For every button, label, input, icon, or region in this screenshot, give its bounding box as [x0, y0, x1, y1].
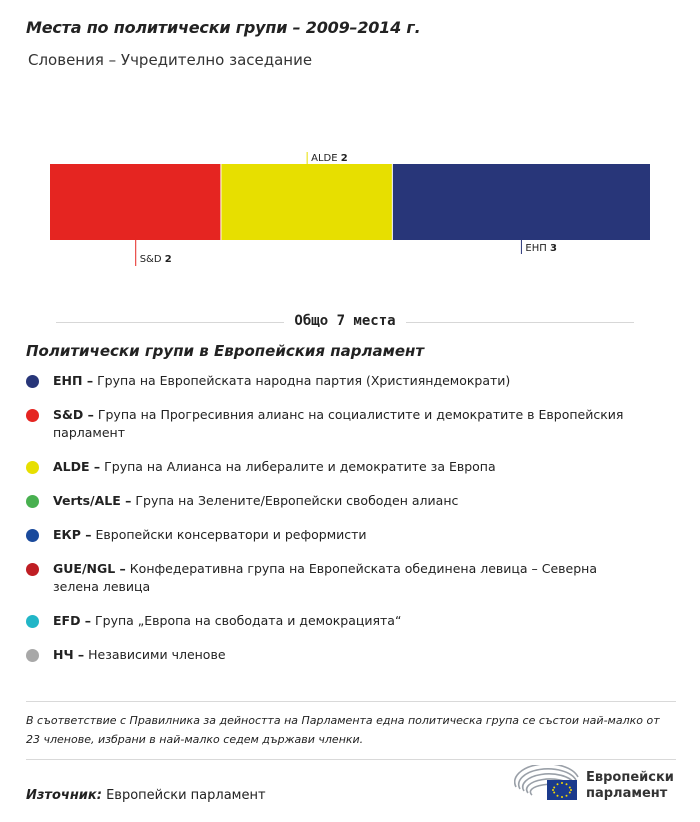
legend-item-name: Група на Алианса на либералите и демократите за Европа — [104, 459, 496, 474]
source — [26, 788, 266, 803]
rules-note: В съответствие с Правилника за дейността на Парламента една политическа група се състои най-малко от 23 членове, избрани в най-малко седем държави членки. — [26, 701, 676, 760]
bar-segment — [221, 164, 391, 240]
legend-item — [26, 458, 646, 476]
political-groups-legend — [26, 372, 646, 680]
legend-title: Политически групи в Европейския парламент — [26, 342, 425, 360]
bar-label: S&D 2 — [139, 254, 172, 265]
legend-color-dot — [26, 495, 39, 508]
legend-item-abbr: S&D – — [53, 407, 94, 422]
legend-item-abbr: НЧ – — [53, 647, 85, 662]
bar-segment — [393, 164, 650, 240]
legend-item — [26, 560, 646, 596]
ep-logo-line-2: парламент — [586, 786, 668, 801]
legend-item-name: Група на Зелените/Европейски свободен алианс — [135, 493, 459, 508]
legend-item-name: Независими членове — [88, 647, 226, 662]
total-seats-label: Общо 7 места — [284, 313, 405, 329]
legend-color-dot — [26, 615, 39, 628]
source-label: Източник: — [26, 788, 102, 803]
legend-item-name: Конфедеративна група на Европейската обединена левица – Северна зелена левица — [53, 561, 597, 594]
ep-logo-text — [586, 770, 674, 802]
legend-item-name: Група „Европа на свободата и демокрацията“ — [95, 613, 402, 628]
total-seats — [56, 311, 634, 335]
source-value: Европейски парламент — [106, 788, 266, 803]
ep-logo-line-1: Европейски — [586, 770, 674, 785]
legend-color-dot — [26, 649, 39, 662]
legend-item-name: Европейски консерватори и реформисти — [95, 527, 367, 542]
legend-color-dot — [26, 529, 39, 542]
legend-item — [26, 526, 646, 544]
legend-item — [26, 406, 646, 442]
page-subtitle: Словения – Учредително заседание — [28, 51, 313, 69]
legend-item-abbr: ЕКР – — [53, 527, 92, 542]
legend-color-dot — [26, 563, 39, 576]
legend-item — [26, 372, 646, 390]
bar-label: ALDE 2 — [311, 153, 348, 164]
bar-label: ЕНП 3 — [525, 243, 557, 254]
legend-item — [26, 492, 646, 510]
seat-distribution-chart — [0, 140, 700, 280]
legend-item-name: Група на Европейската народна партия (Християндемократи) — [97, 373, 511, 388]
legend-item — [26, 612, 646, 630]
legend-item-abbr: EFD – — [53, 613, 92, 628]
legend-item-abbr: ALDE – — [53, 459, 101, 474]
legend-color-dot — [26, 461, 39, 474]
legend-item-abbr: ЕНП – — [53, 373, 94, 388]
legend-item — [26, 646, 646, 664]
page-title: Места по политически групи – 2009–2014 г. — [26, 18, 421, 37]
bar-segment — [50, 164, 220, 240]
legend-item-abbr: Verts/ALE – — [53, 493, 132, 508]
legend-color-dot — [26, 375, 39, 388]
legend-item-name: Група на Прогресивния алианс на социалистите и демократите в Европейския парламент — [53, 407, 624, 440]
legend-item-abbr: GUE/NGL – — [53, 561, 126, 576]
legend-color-dot — [26, 409, 39, 422]
